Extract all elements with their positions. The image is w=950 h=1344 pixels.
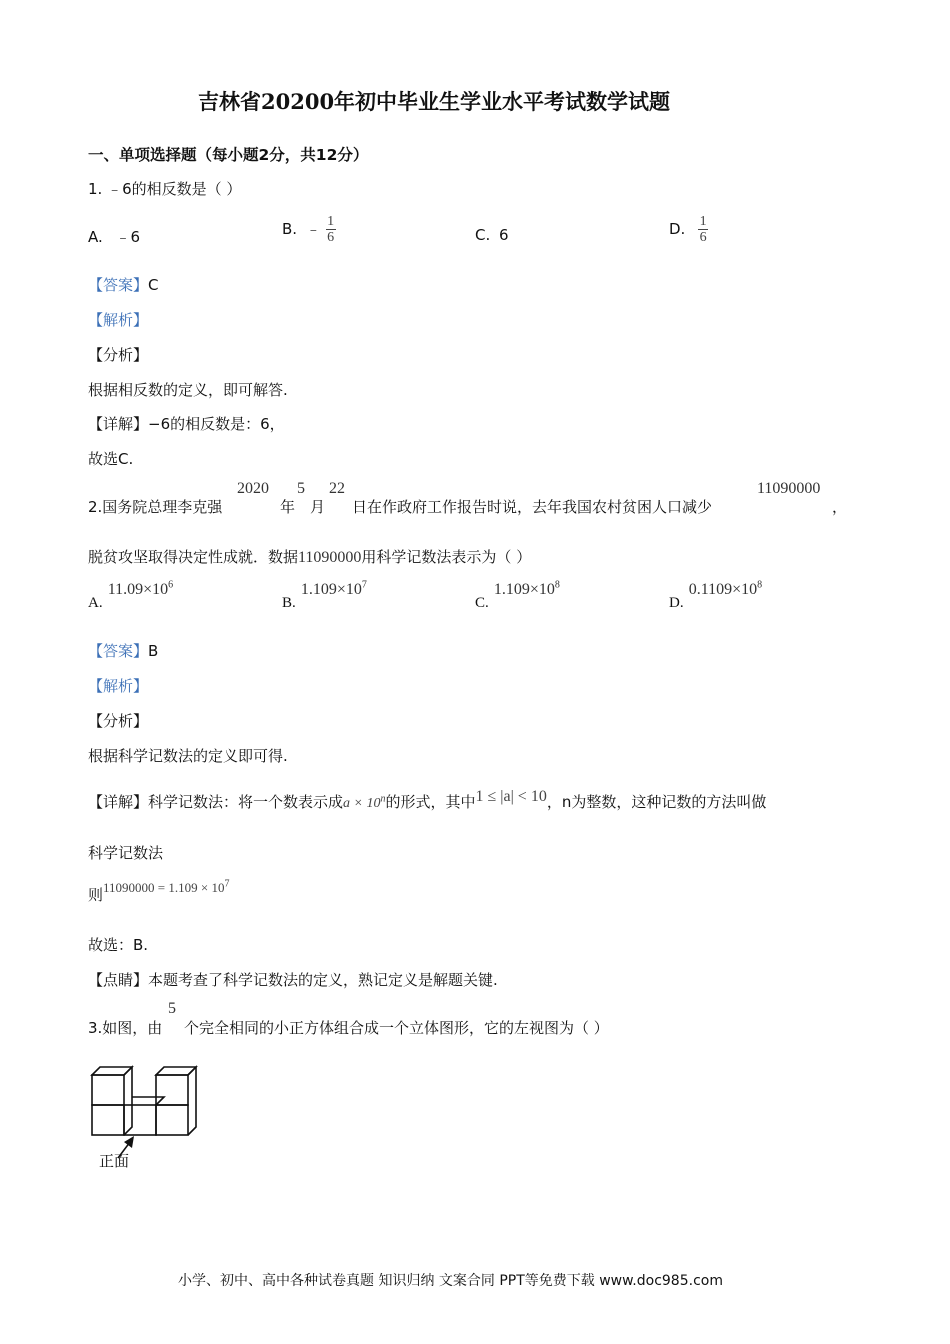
comment-tag: 【点睛】 (88, 971, 149, 989)
q2-option-c (475, 579, 560, 611)
option-label: C. (475, 595, 489, 611)
section-heading: 一、单项选择题（每小题2分，共12分） (88, 146, 369, 164)
expr-base: 1.109×10 (300, 581, 362, 598)
q2-answer (88, 640, 158, 661)
q3-p1: 3.如图，由 (88, 1019, 163, 1037)
page-title: 吉林省20200年初中毕业生学业水平考试数学试题 (198, 89, 671, 114)
inequality: 1 ≤ |a| < 10 (475, 788, 547, 805)
q2-choose: 故选：B. (88, 936, 149, 954)
q2-option-b (282, 579, 367, 611)
q2-nian: 年 (280, 498, 296, 516)
option-text: ﹣6 (115, 228, 141, 246)
q2-option-d (669, 579, 763, 611)
fraction (698, 214, 708, 245)
q2-year: 2020 (237, 480, 269, 497)
formula-exp: 7 (224, 878, 230, 890)
option-expr (494, 581, 560, 598)
formula-base: 11090000 = 1.109 × 10 (103, 880, 225, 895)
expr-base: 1.109×10 (493, 581, 555, 598)
denominator: 6 (699, 230, 707, 245)
q2-analysis: 根据科学记数法的定义即可得. (88, 747, 288, 765)
expr-exp: 8 (757, 579, 763, 591)
q1-option-c (475, 226, 509, 244)
formula (343, 793, 386, 811)
q2-comma: ， (832, 498, 848, 516)
detail-c: ，n为整数，这种记数的方法叫做 (546, 793, 767, 811)
q1-option-d (669, 214, 708, 245)
page-footer: 小学、初中、高中各种试卷真题 知识归纳 文案合同 PPT等免费下载 www.doc985.com (178, 1273, 723, 1289)
answer-tag: 【答案】 (88, 276, 149, 294)
answer-value: B (148, 642, 159, 660)
q1-detail (88, 413, 285, 434)
fraction (326, 214, 336, 245)
option-expr (689, 581, 762, 598)
q2-then (88, 876, 230, 904)
q2-line2 (88, 546, 531, 567)
expr-exp: 7 (361, 579, 367, 591)
q2-day: 22 (329, 480, 345, 497)
line2-number: 11090000 (298, 549, 362, 566)
line2-a: 脱贫攻坚取得决定性成就．数据 (88, 548, 299, 566)
q1-option-b (282, 214, 336, 245)
q2-detail-line2: 科学记数法 (88, 844, 164, 862)
q2-jiexi-tag: 【解析】 (88, 677, 149, 695)
front-label: 正面 (99, 1152, 130, 1170)
answer-tag: 【答案】 (88, 642, 149, 660)
q1-analysis: 根据相反数的定义，即可解答. (88, 381, 288, 399)
q1-option-a (88, 226, 140, 247)
q2-number: 11090000 (757, 480, 821, 497)
q1-jiexi-tag: 【解析】 (88, 311, 149, 329)
formula-exp: n (380, 793, 386, 805)
detail-text: −6的相反数是：6， (148, 415, 285, 433)
detail-a: 科学记数法：将一个数表示成 (148, 793, 344, 811)
q1-choose: 故选C. (88, 450, 134, 468)
q1-stem: 1. ﹣6的相反数是（ ） (88, 180, 242, 198)
option-text: 6 (499, 226, 509, 244)
expr-base: 11.09×10 (107, 581, 169, 598)
option-label: B. (282, 220, 298, 238)
q2-month: 5 (297, 480, 305, 497)
option-label: A. (88, 595, 103, 611)
detail-tag: 【详解】 (88, 793, 149, 811)
q2-detail (88, 788, 767, 812)
detail-b: 的形式，其中 (385, 793, 476, 811)
q1-fenxi-tag: 【分析】 (88, 346, 149, 364)
q2-yue: 月 (310, 498, 326, 516)
expr-exp: 8 (554, 579, 560, 591)
q2-fenxi-tag: 【分析】 (88, 712, 149, 730)
line2-b: 用科学记数法表示为（ ） (361, 548, 532, 566)
answer-value: C (148, 276, 159, 294)
numerator: 1 (327, 214, 335, 229)
q3-p2: 个完全相同的小正方体组合成一个立体图形，它的左视图为（ ） (184, 1019, 609, 1037)
numerator: 1 (699, 214, 707, 229)
q1-answer (88, 274, 159, 295)
q3-number: 5 (168, 1000, 176, 1017)
detail-tag: 【详解】 (88, 415, 149, 433)
expr-exp: 6 (168, 579, 174, 591)
option-expr (301, 581, 367, 598)
option-label: C. (475, 226, 491, 244)
option-label: A. (88, 228, 103, 246)
q2-p1: 2.国务院总理李克强 (88, 498, 223, 516)
expr-base: 0.1109×10 (688, 581, 758, 598)
q2-comment (88, 969, 498, 990)
option-label: D. (669, 220, 686, 238)
option-expr (108, 581, 173, 598)
q2-option-a (88, 579, 174, 611)
q2-p2: 日在作政府工作报告时说，去年我国农村贫困人口减少 (352, 498, 713, 516)
option-label: D. (669, 595, 684, 611)
option-sign: ﹣ (305, 220, 321, 238)
formula-base: a × 10 (343, 796, 381, 811)
then-label: 则 (88, 886, 104, 904)
denominator: 6 (327, 230, 335, 245)
then-formula (103, 880, 229, 895)
comment-text: 本题考查了科学记数法的定义，熟记定义是解题关键. (148, 971, 498, 989)
option-label: B. (282, 595, 296, 611)
